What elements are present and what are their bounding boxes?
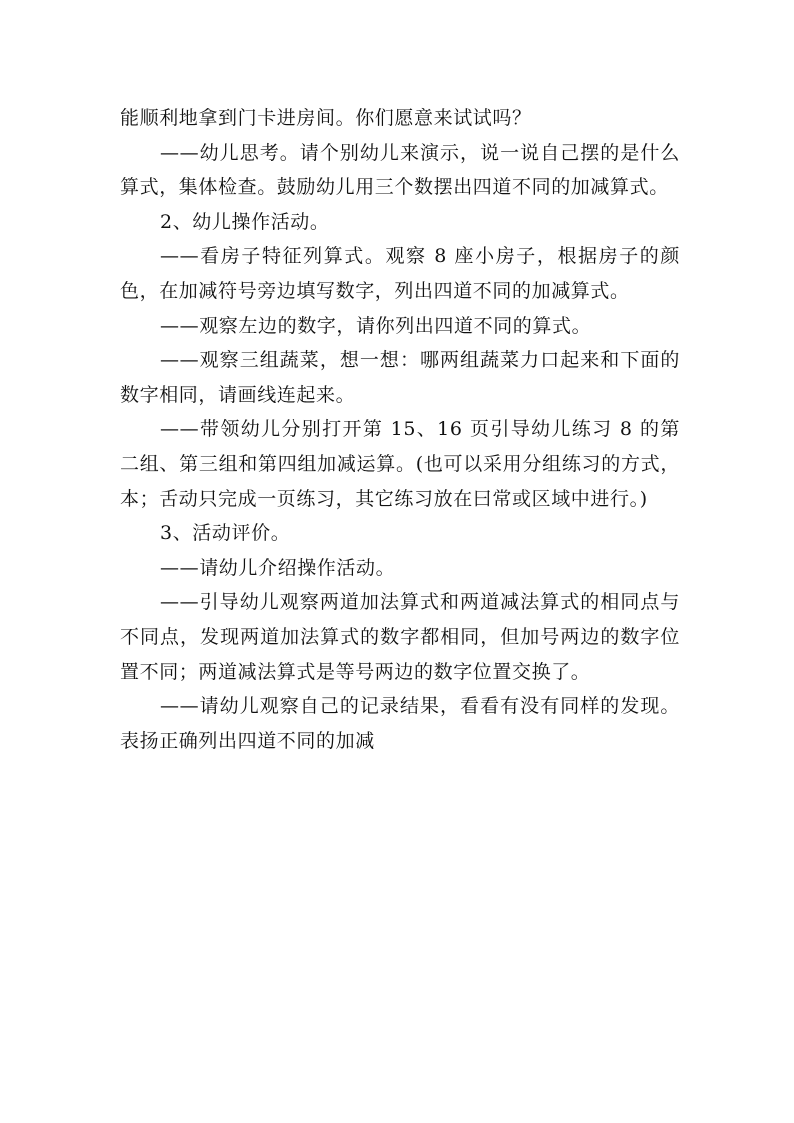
paragraph: ——幼儿思考。请个别幼儿来演示，说一说自己摆的是什么算式，集体检查。鼓励幼儿用三个数摆出四道不同的加减算式。 (120, 141, 680, 199)
paragraph: 能顺利地拿到门卡进房间。你们愿意来试试吗？ (120, 107, 532, 129)
paragraph: ——观察左边的数字，请你列出四道不同的算式。 (160, 314, 592, 337)
section-heading: 3、活动评价。 (160, 522, 291, 545)
paragraph: ——观察三组蔬菜，想一想：哪两组蔬菜力口起来和下面的数字相同，请画线连起来。 (120, 349, 680, 406)
paragraph: ——看房子特征列算式。观察 8 座小房子，根据房子的颜色，在加减符号旁边填写数字，列出四道不同的加减算式。 (120, 245, 680, 302)
paragraph: ——请幼儿介绍操作活动。 (160, 556, 396, 579)
document-body (120, 101, 680, 758)
paragraph: ——带领幼儿分别打开第 15、16 页引导幼儿练习 8 的第二组、第三组和第四组加减运算。(也可以采用分组练习的方式，本；舌动只完成一页练习，其它练习放在曰常或区域中进行。) (120, 418, 680, 510)
paragraph: ——请幼儿观察自己的记录结果，看看有没有同样的发现。表扬正确列出四道不同的加减 (120, 695, 680, 752)
section-heading: 2、幼儿操作活动。 (160, 210, 330, 233)
paragraph: ——引导幼儿观察两道加法算式和两道减法算式的相同点与不同点，发现两道加法算式的数字都相同，但加号两边的数字位置不同；两道减法算式是等号两边的数字位置交换了。 (120, 591, 680, 683)
